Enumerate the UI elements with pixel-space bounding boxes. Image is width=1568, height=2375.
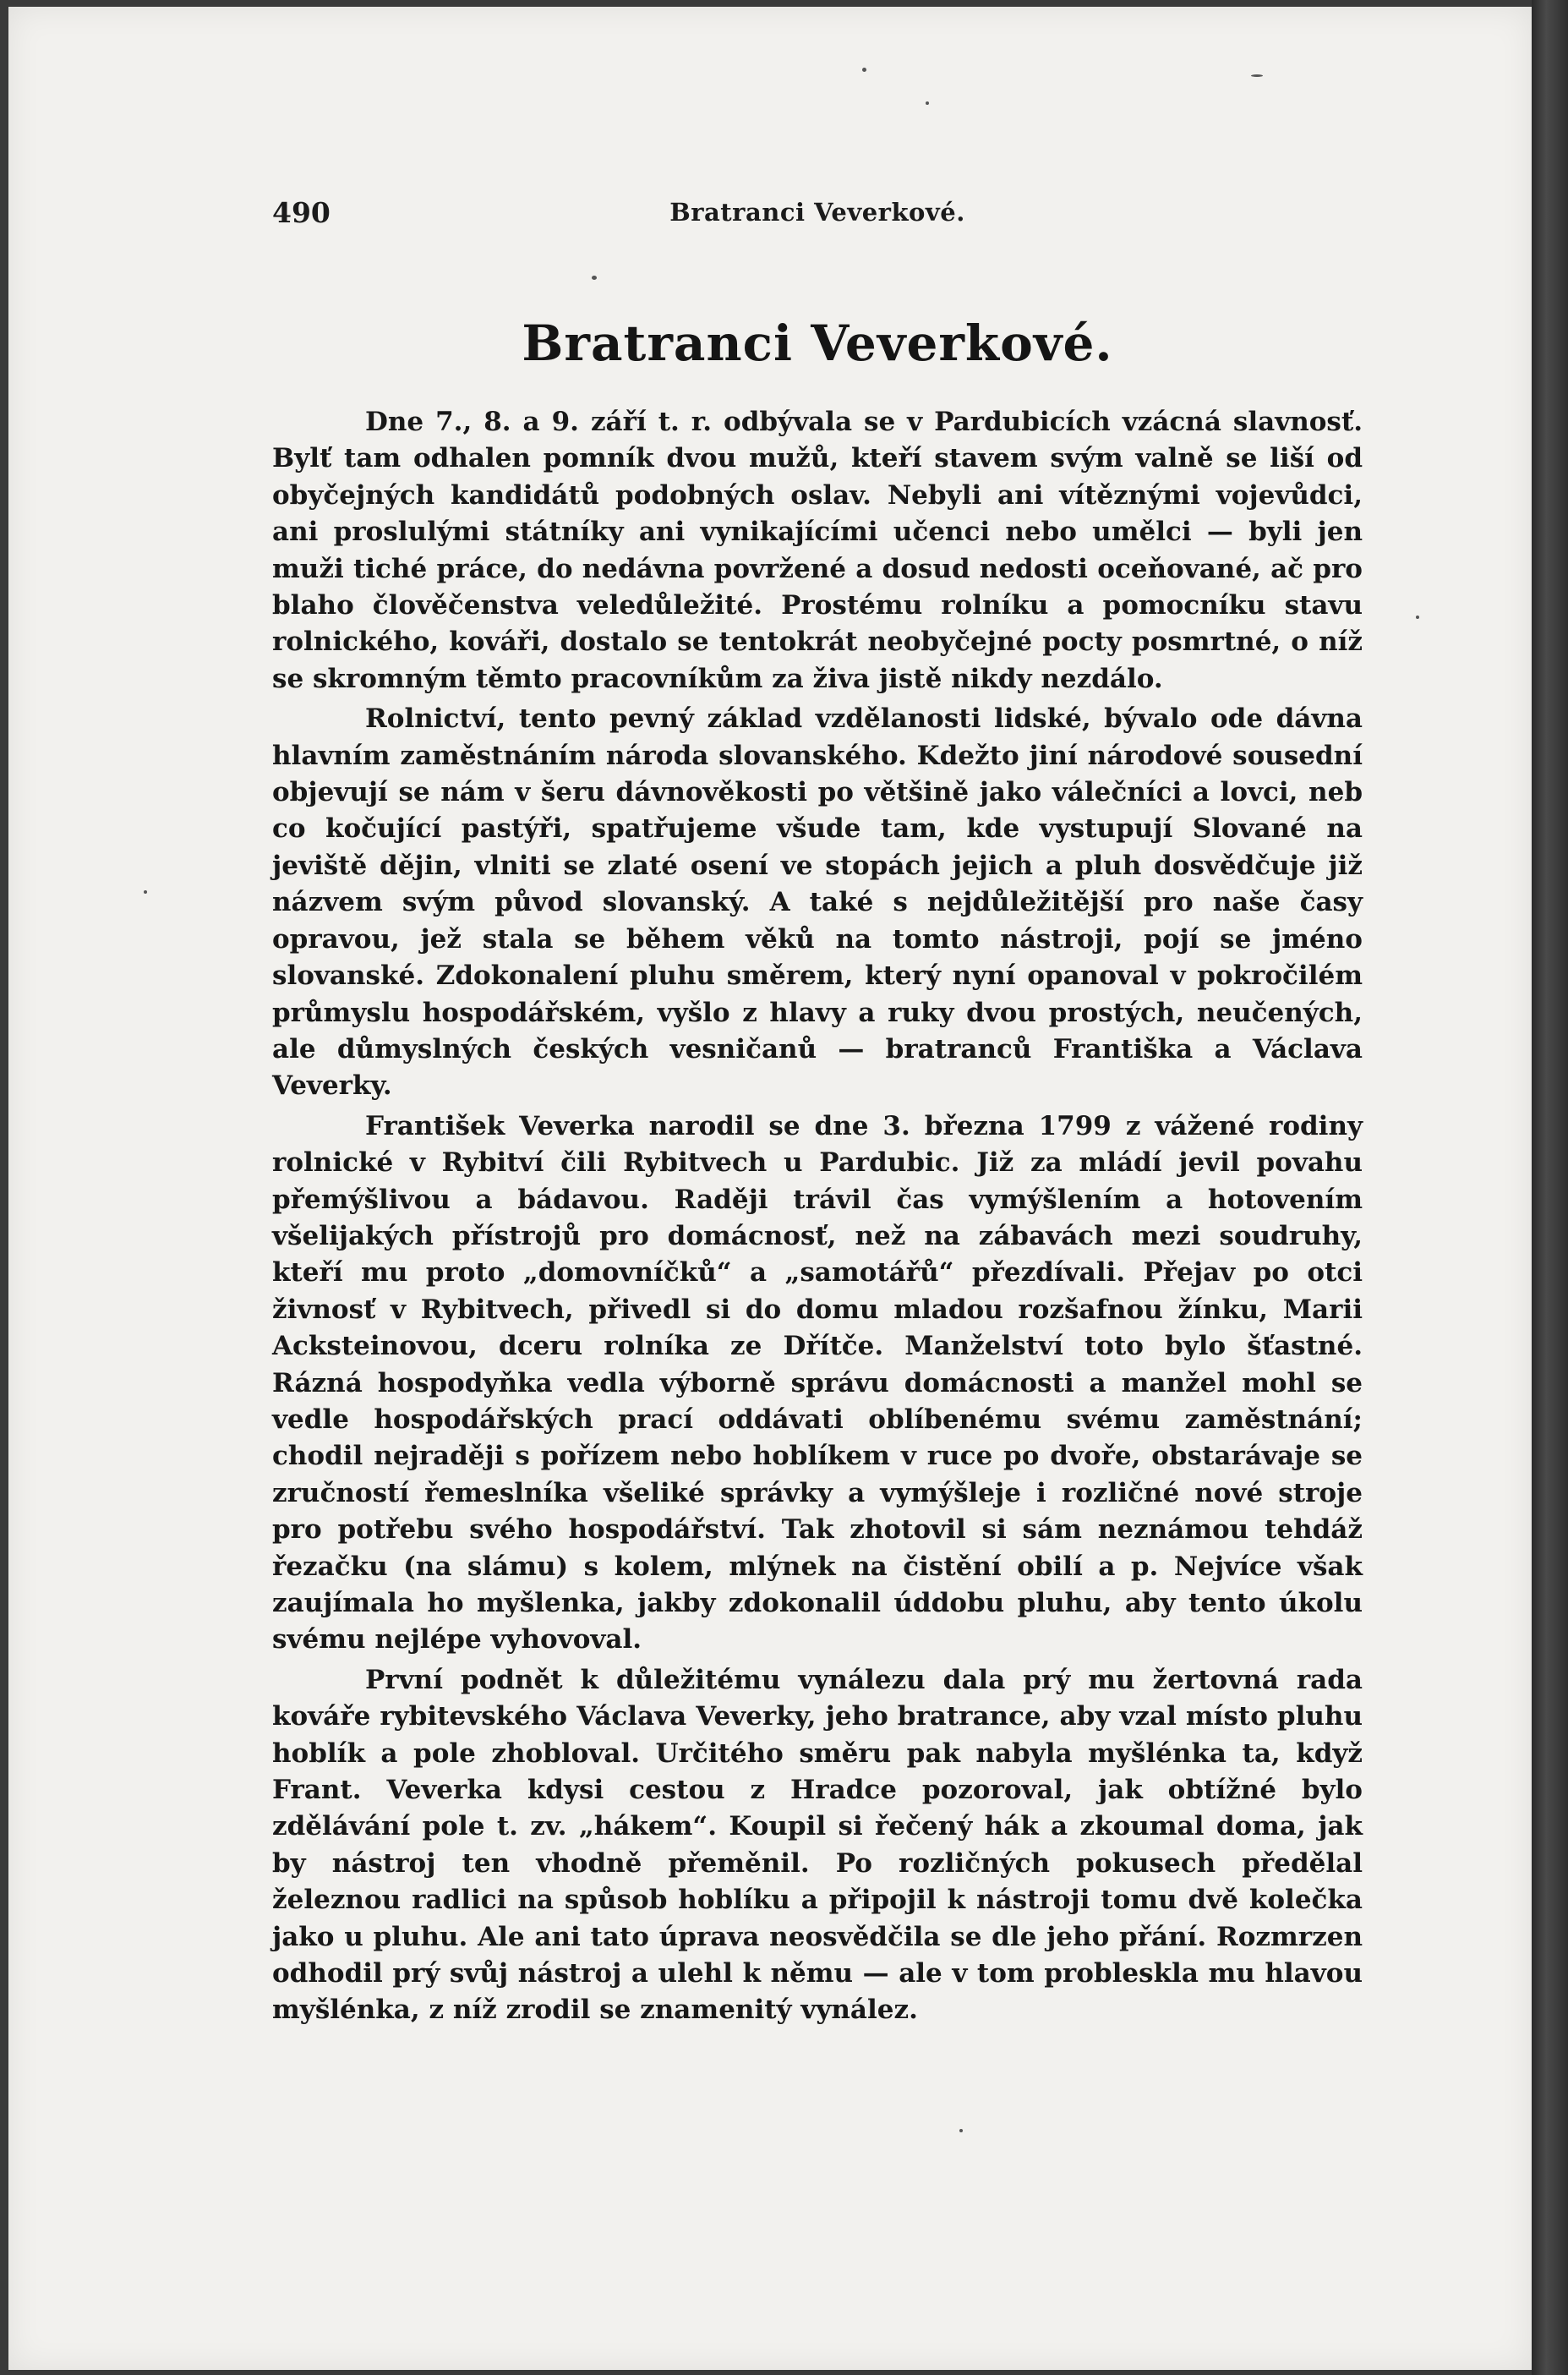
paragraph: František Veverka narodil se dne 3. března 1799 z vážené rodiny rolnické v Rybitví čili Rybitvech u Pardubic. Již za mládí jevil povahu přemýšlivou a bádavou. Raději trávil čas vymýšlením a hotovením všelijakých přístrojů pro domácnosť, než na zábavách mezi soudruhy, kteří mu proto „domovníčků“ a „samotářů“ přezdívali. Přejav po otci živnosť v Rybitvech, přivedl si do domu mladou rozšafnou žínku, Marii Acksteinovou, dceru rolníka ze Dřítče. Manželství toto bylo šťastné. Rázná hospodyňka vedla výborně správu domácnosti a manžel mohl se vedle hospodářských prací oddávati oblíbenému svému zaměstnání; chodil nejraději s pořízem nebo hoblíkem v ruce po dvoře, obstarávaje se zručností řemeslníka všeliké správky a vymýšleje i rozličné nové stroje pro potřebu svého hospodářství. Tak zhotovil si sám neznámou tehdáž řezačku (na slámu) s kolem, mlýnek na čistění obilí a p. Nejvíce však zaujímala ho myšlenka, jakby zdokonalil úddobu pluhu, aby tento úkolu svému nejlépe vyhovoval.	[272, 1110, 1363, 1655]
paragraph: První podnět k důležitému vynálezu dala prý mu žertovná rada kováře rybitevského Václava Veverky, jeho bratrance, aby vzal místo pluhu hoblík a pole zhobloval. Určitého směru pak nabyla myšlénka ta, když Frant. Veverka kdysi cestou z Hradce pozoroval, jak obtížné bylo zdělávání pole t. zv. „hákem“. Koupil si řečený hák a zkoumal doma, jak by nástroj ten vhodně přeměnil. Po rozličných pokusech předělal železnou radlici na spůsob hoblíku a připojil k nástroji tomu dvě kolečka jako u pluhu. Ale ani tato úprava neosvědčila se dle jeho přání. Rozmrzen odhodil prý svůj nástroj a ulehl k němu — ale v tom probleskla mu hlavou myšlénka, z níž zrodil se znamenitý vynález.	[272, 1664, 1363, 2026]
ink-speck	[592, 276, 597, 280]
page-number: 490	[272, 196, 331, 229]
ink-speck	[144, 890, 147, 894]
ink-speck	[862, 68, 866, 72]
paragraph: Rolnictví, tento pevný základ vzdělanosti lidské, bývalo ode dávna hlavním zaměstnáním národa slovanského. Kdežto jiní národové sousední objevují se nám v šeru dávnověkosti po většině jako válečníci a lovci, neb co kočující pastýři, spatřujeme všude tam, kde vystupují Slované na jeviště dějin, vlniti se zlaté osení ve stopách jejich a pluh dosvědčuje již názvem svým původ slovanský. A také s nejdůležitější pro naše časy opravou, jež stala se během věků na tomto nástroji, pojí se jméno slovanské. Zdokonalení pluhu směrem, který nyní opanoval v pokročilém průmyslu hospodářském, vyšlo z hlavy a ruky dvou prostých, neučených, ale důmyslných českých vesničanů — bratranců Františka a Václava Veverky.	[272, 703, 1363, 1102]
paragraph: Dne 7., 8. a 9. září t. r. odbývala se v Pardubicích vzácná slavnosť. Bylť tam odhalen pomník dvou mužů, kteří stavem svým valně se liší od obyčejných kandidátů podobných oslav. Nebyli ani vítěznými vojevůdci, ani proslulými státníky ani vynikajícími učenci nebo umělci — byli jen muži tiché práce, do nedávna povržené a dosud nedosti oceňované, ač pro blaho člověčenstva veledůležité. Prostému rolníku a pomocníku stavu rolnického, kováři, dostalo se tentokrát neobyčejné pocty posmrtné, o níž se skromným těmto pracovníkům za živa jistě nikdy nezdálo.	[272, 407, 1363, 694]
article-body	[272, 404, 1363, 2033]
ink-speck	[959, 2129, 963, 2132]
page-header	[272, 196, 1363, 238]
ink-speck	[1416, 616, 1419, 619]
ink-speck	[1251, 74, 1263, 77]
ink-speck	[926, 101, 929, 105]
running-title: Bratranci Veverkové.	[669, 198, 965, 227]
article-title: Bratranci Veverkové.	[522, 315, 1113, 372]
page-edge-shadow	[1532, 0, 1568, 2375]
